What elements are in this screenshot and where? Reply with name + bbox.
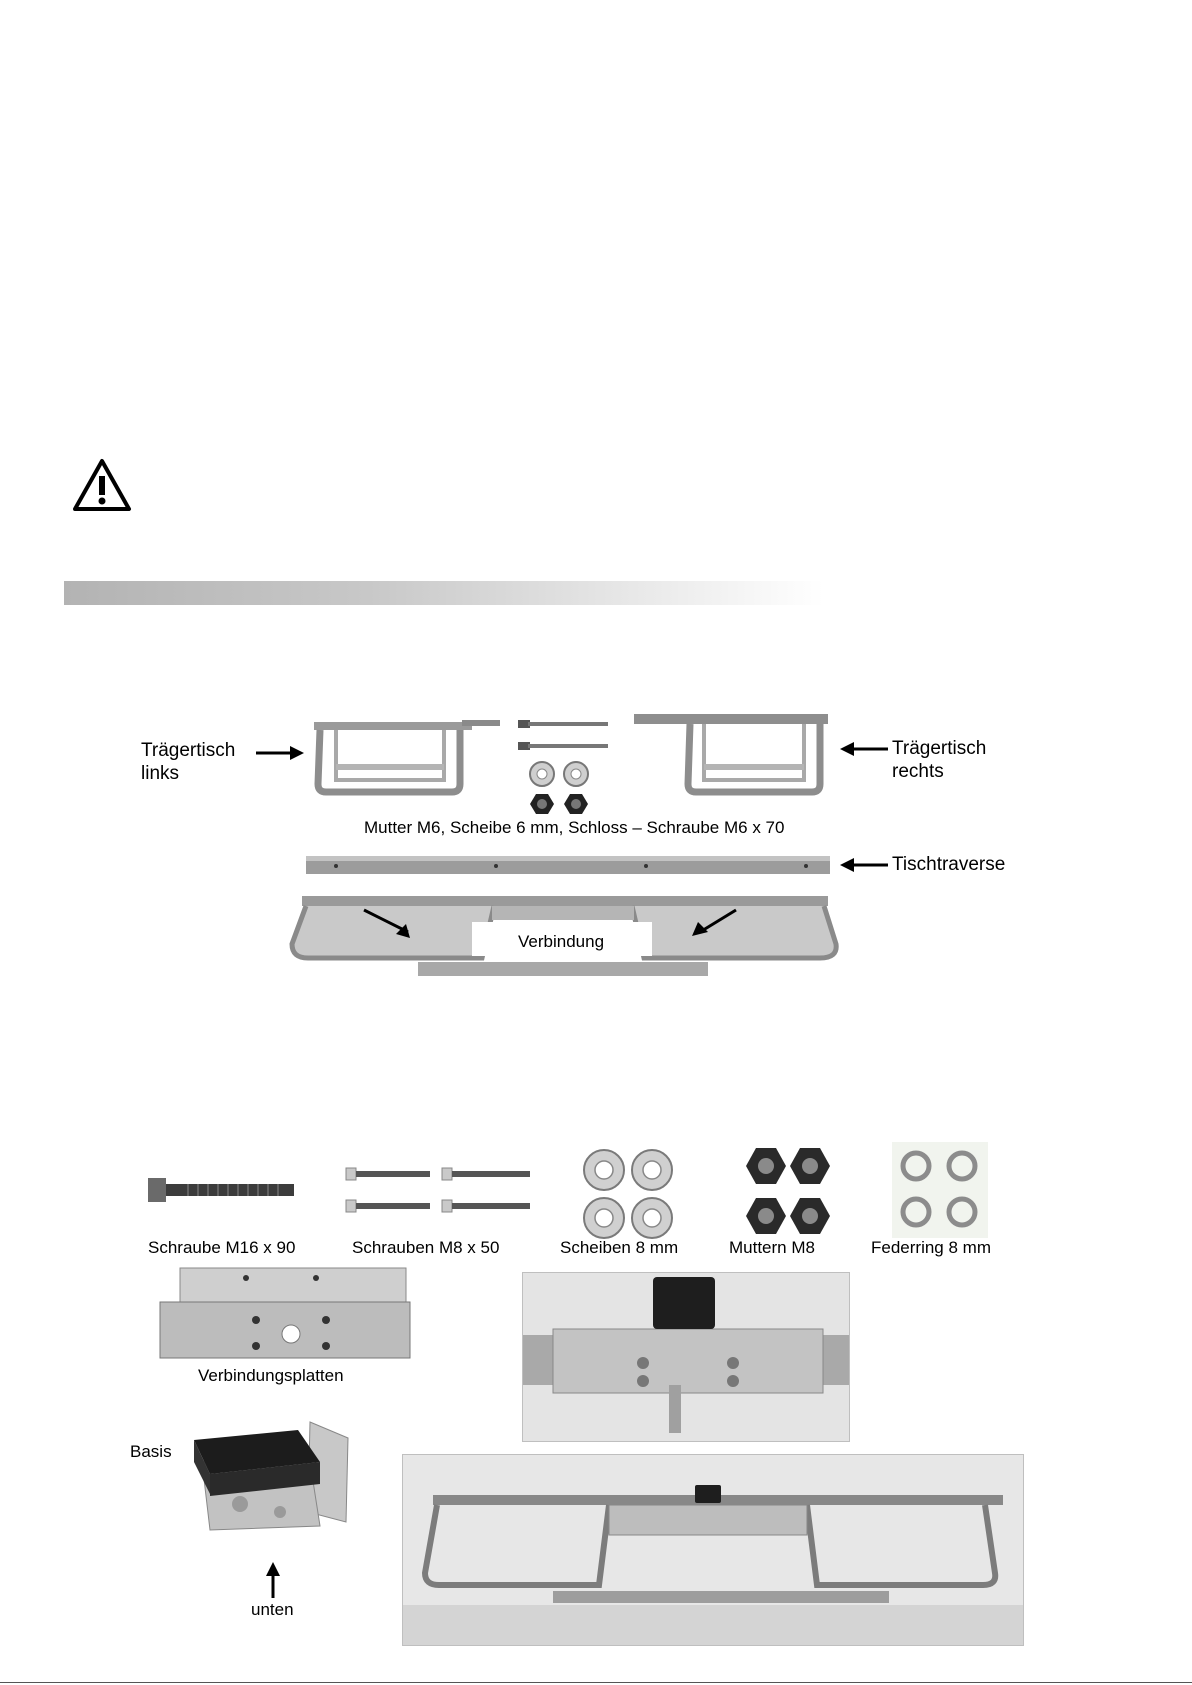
label-cross-beam: Tischtraverse [892,854,1006,875]
part-label: Muttern M8 [729,1238,815,1257]
nuts-icon [742,1144,834,1238]
label-left-table: Trägertisch links [141,740,236,784]
washers-icon [580,1146,676,1242]
arrow-right-icon [256,746,304,760]
bolt-icon [148,1176,294,1204]
label-connection-plates: Verbindungsplatten [198,1366,344,1385]
figure-table-parts [0,700,1192,1000]
right-support-table-image [632,708,832,798]
warning-triangle-icon [72,458,132,512]
figure-base-parts [0,1130,1192,1670]
spring-rings-icon [892,1142,988,1238]
cross-beam-image [306,854,830,876]
arrow-up-icon [266,1562,280,1598]
part-label: Schraube M16 x 90 [148,1238,296,1257]
hardware-set-image [512,712,612,827]
label-bottom: unten [251,1600,294,1619]
arrow-left-icon [840,742,888,756]
base-image [180,1402,350,1544]
arrow-left-icon [840,858,888,872]
label-base: Basis [130,1442,172,1461]
part-label: Scheiben 8 mm [560,1238,679,1257]
assembled-table-photo [402,1454,1024,1646]
screws-icon [346,1166,532,1218]
part-label: Schrauben M8 x 50 [352,1238,500,1257]
page-bottom-rule [0,1682,1192,1683]
mounted-plate-photo [522,1272,850,1442]
connection-plates-image [156,1268,416,1364]
part-label: Federring 8 mm [871,1238,991,1257]
label-hardware: Mutter M6, Scheibe 6 mm, Schloss – Schraube M6 x 70 [364,818,785,837]
section-divider-bar [64,581,824,605]
left-support-table-image [312,714,502,794]
label-connection: Verbindung [518,932,605,951]
label-right-table: Trägertisch rechts [892,738,987,782]
